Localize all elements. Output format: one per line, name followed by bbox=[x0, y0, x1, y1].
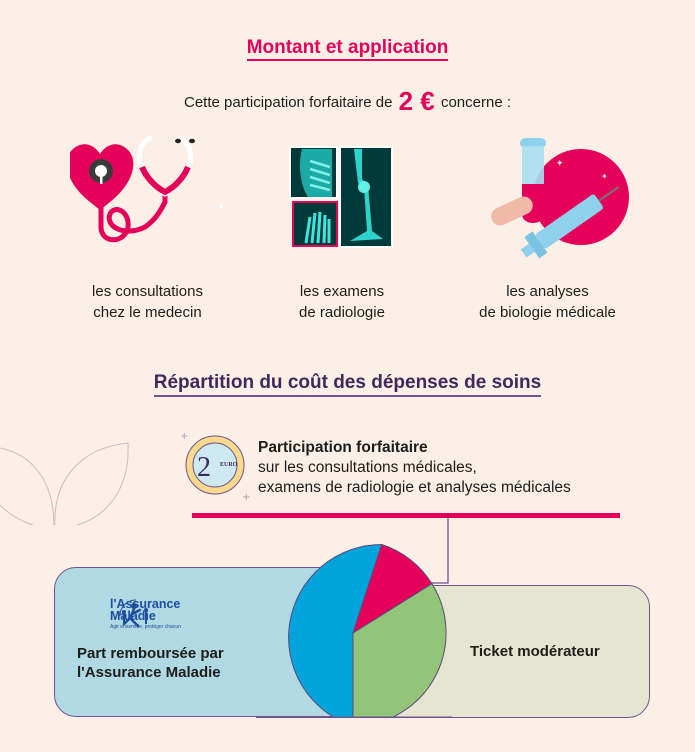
svg-text:2: 2 bbox=[197, 452, 211, 483]
label-ticket-moderateur: Ticket modérateur bbox=[470, 643, 600, 660]
test-tube-syringe-icon bbox=[484, 134, 634, 259]
label-line2: l'Assurance Maladie bbox=[77, 664, 221, 681]
svg-text:+: + bbox=[242, 492, 251, 500]
item-consultations bbox=[60, 281, 235, 323]
logo-name-line1: l'Assurance bbox=[110, 597, 181, 611]
pink-divider-bar bbox=[192, 513, 620, 518]
svg-text:+: + bbox=[180, 431, 189, 442]
euro-coin-icon bbox=[180, 430, 255, 500]
svg-text:EURO: EURO bbox=[220, 462, 238, 468]
label-line1: Part remboursée par bbox=[77, 645, 224, 662]
item-line2: chez le medecin bbox=[93, 304, 202, 321]
section-title-montant bbox=[0, 37, 695, 59]
logo-name-line2: Maladie bbox=[110, 609, 156, 623]
participation-title: Participation forfaitaire bbox=[258, 439, 428, 456]
leaf-decoration-icon bbox=[0, 430, 135, 525]
xray-icon bbox=[288, 145, 394, 249]
item-line2: de radiologie bbox=[299, 304, 385, 321]
assurance-maladie-slogan: Agir ensemble, protéger chacun bbox=[110, 624, 181, 630]
svg-text:✦: ✦ bbox=[556, 158, 564, 168]
intro-sentence bbox=[0, 86, 695, 117]
participation-forfaitaire-text bbox=[258, 438, 571, 498]
svg-text:✦: ✦ bbox=[217, 202, 226, 213]
label-part-remboursee bbox=[77, 644, 224, 682]
intro-before: Cette participation forfaitaire de bbox=[184, 94, 393, 111]
item-line1: les analyses bbox=[506, 283, 589, 300]
assurance-maladie-name bbox=[110, 598, 180, 622]
item-line1: les consultations bbox=[92, 283, 203, 300]
participation-line2: examens de radiologie et analyses médicales bbox=[258, 479, 571, 496]
cost-pie-chart bbox=[256, 540, 452, 718]
stethoscope-heart-icon bbox=[70, 132, 230, 252]
item-line1: les examens bbox=[299, 283, 385, 300]
section-title-text: Répartition du coût des dépenses de soins bbox=[154, 372, 541, 397]
amount-badge: 2 € bbox=[398, 86, 435, 116]
item-radiologie bbox=[262, 281, 422, 323]
intro-after: concerne : bbox=[440, 94, 511, 111]
item-line2: de biologie médicale bbox=[479, 304, 616, 321]
participation-line1: sur les consultations médicales, bbox=[258, 459, 477, 476]
section-title-repartition bbox=[0, 372, 695, 394]
item-biologie bbox=[445, 281, 650, 323]
svg-text:✦: ✦ bbox=[601, 172, 608, 181]
section-title-text: Montant et application bbox=[247, 37, 449, 61]
